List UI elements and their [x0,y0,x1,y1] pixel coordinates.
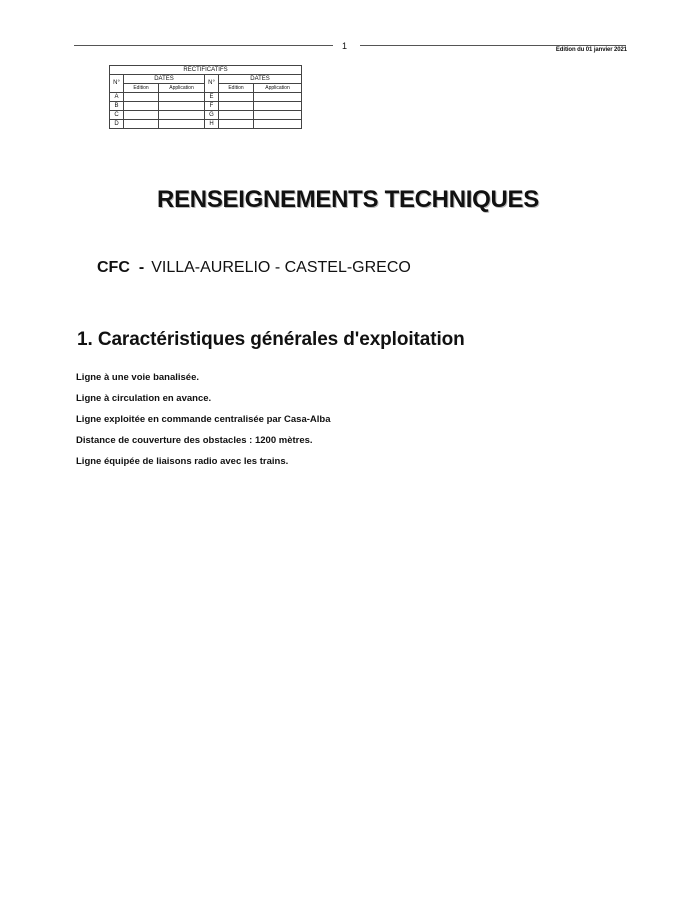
edition-cell [219,120,254,129]
edition-date: Edition du 01 janvier 2021 [555,47,627,53]
application-cell [254,120,302,129]
edition-cell [124,120,159,129]
edition-cell [124,102,159,111]
table-row [110,102,302,111]
row-letter: A [110,93,124,102]
rectificatifs-table [109,65,302,129]
line-code: CFC [97,259,130,276]
section-heading: 1. Caractéristiques générales d'exploitation [77,329,465,350]
row-letter: B [110,102,124,111]
header-rule-right [360,45,626,46]
list-item: Ligne à une voie banalisée. [76,372,200,383]
application-cell [159,93,205,102]
edition-cell [219,111,254,120]
row-letter: E [205,93,219,102]
rectificatifs-title: RECTIFICATIFS [110,66,302,75]
table-row [110,120,302,129]
list-item: Ligne exploitée en commande centralisée par Casa-Alba [76,414,331,425]
table-row [110,111,302,120]
row-letter: C [110,111,124,120]
list-item: Ligne à circulation en avance. [76,393,212,404]
row-letter: D [110,120,124,129]
application-cell [254,111,302,120]
page-number: 1 [342,41,348,51]
header-rule-left [74,45,333,46]
characteristics-list [76,372,330,477]
dates-header-left: DATES [124,75,205,84]
edition-cell [219,93,254,102]
application-cell [159,111,205,120]
num-header-left: N° [110,75,124,93]
line-separator: - [138,259,145,276]
list-item: Distance de couverture des obstacles : 1200 mètres. [76,435,313,446]
row-letter: H [205,120,219,129]
num-header-right: N° [205,75,219,93]
edition-cell [124,93,159,102]
application-header-left: Application [159,84,205,93]
line-identifier [97,259,411,277]
application-header-right: Application [254,84,302,93]
application-cell [159,102,205,111]
row-letter: G [205,111,219,120]
list-item: Ligne équipée de liaisons radio avec les trains. [76,456,289,467]
table-row [110,93,302,102]
edition-cell [124,111,159,120]
application-cell [254,93,302,102]
row-letter: F [205,102,219,111]
dates-header-right: DATES [219,75,302,84]
edition-header-left: Edition [124,84,159,93]
application-cell [254,102,302,111]
edition-header-right: Edition [219,84,254,93]
document-title: RENSEIGNEMENTS TECHNIQUES [157,186,539,213]
application-cell [159,120,205,129]
edition-cell [219,102,254,111]
line-name: VILLA-AURELIO - CASTEL-GRECO [151,259,411,276]
